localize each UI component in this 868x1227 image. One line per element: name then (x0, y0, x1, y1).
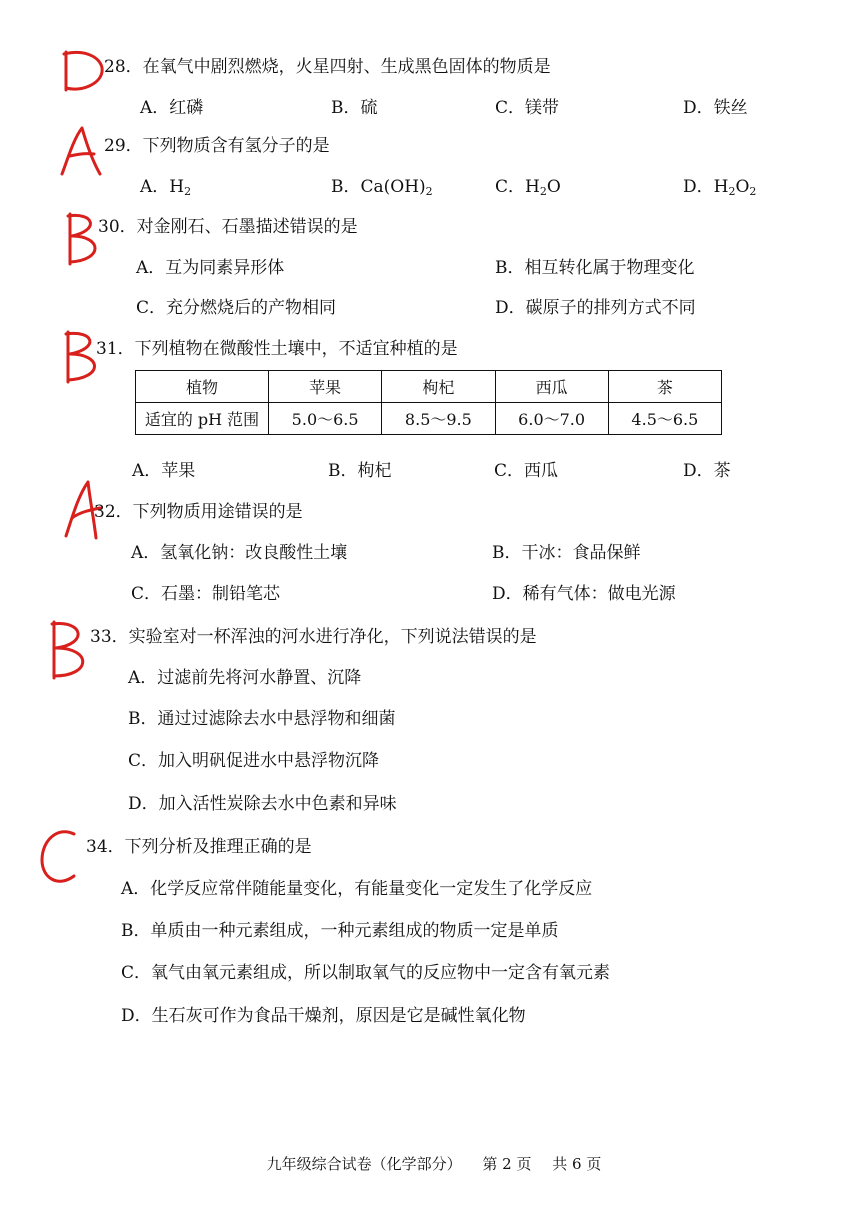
question-32-option-b: B．干冰：食品保鲜 (492, 543, 641, 563)
question-29-stem (104, 135, 330, 157)
question-text: 下列植物在微酸性土壤中，不适宜种植的是 (134, 339, 458, 359)
ph-range-table (135, 370, 722, 435)
table-header-cell: 茶 (608, 371, 721, 403)
question-29-option-d: D．$H_2O_2$ (683, 177, 757, 198)
table-header-cell: 枸杞 (382, 371, 495, 403)
question-34-option-d: D．生石灰可作为食品干燥剂，原因是它是碱性氧化物 (121, 1006, 526, 1026)
question-number: 30． (98, 217, 137, 237)
question-31-option-a: A．苹果 (132, 461, 196, 481)
question-31-option-b: B．枸杞 (328, 461, 392, 481)
question-text: 下列分析及推理正确的是 (124, 837, 312, 857)
question-30-option-c: C．充分燃烧后的产物相同 (136, 298, 337, 318)
table-row (136, 403, 722, 435)
question-33-option-b: B．通过过滤除去水中悬浮物和细菌 (128, 709, 396, 729)
question-28-option-c: C．镁带 (495, 98, 560, 118)
handwritten-answer-a-q29 (56, 124, 108, 178)
question-29-option-c: C．$H_2O$ (495, 177, 561, 198)
question-29-option-b: B．$Ca(OH)_2$ (331, 177, 433, 198)
question-34-option-c: C．氧气由氧元素组成，所以制取氧气的反应物中一定含有氧元素 (121, 963, 611, 983)
table-header-row (136, 371, 722, 403)
table-cell: 4.5～6.5 (608, 403, 721, 435)
question-33-option-a: A．过滤前先将河水静置、沉降 (128, 668, 362, 688)
question-31-stem (96, 338, 458, 360)
question-33-option-d: D．加入活性炭除去水中色素和异味 (128, 794, 397, 814)
question-28-option-b: B．硫 (331, 98, 378, 118)
question-28-option-a: A．红磷 (140, 98, 204, 118)
question-30-option-b: B．相互转化属于物理变化 (495, 258, 695, 278)
question-31-option-d: D．茶 (683, 461, 731, 481)
table-header-cell: 苹果 (269, 371, 382, 403)
question-number: 31． (96, 339, 135, 359)
question-33-stem (90, 626, 537, 648)
question-28-option-d: D．铁丝 (683, 98, 748, 118)
question-32-option-a: A．氢氧化钠：改良酸性土壤 (131, 543, 348, 563)
question-32-option-d: D．稀有气体：做电光源 (492, 584, 676, 604)
question-30-option-d: D．碳原子的排列方式不同 (495, 298, 696, 318)
question-number: 33． (90, 627, 129, 647)
question-34-option-a: A．化学反应常伴随能量变化，有能量变化一定发生了化学反应 (121, 879, 593, 899)
footer-page-number: 第 2 页 (482, 1155, 532, 1173)
handwritten-answer-d-q28 (58, 46, 108, 96)
question-number: 28． (104, 57, 143, 77)
question-text: 下列物质含有氢分子的是 (142, 136, 330, 156)
page-footer (0, 1154, 868, 1174)
handwritten-answer-b-q33 (46, 618, 96, 682)
question-number: 32． (94, 502, 133, 522)
question-32-option-c: C．石墨：制铅笔芯 (131, 584, 281, 604)
table-header-cell: 植物 (136, 371, 269, 403)
question-31-option-c: C．西瓜 (494, 461, 559, 481)
table-header-cell: 西瓜 (495, 371, 608, 403)
table-cell: 5.0～6.5 (269, 403, 382, 435)
question-34-stem (86, 836, 312, 858)
question-30-stem (98, 216, 358, 238)
question-text: 下列物质用途错误的是 (132, 502, 303, 522)
question-text: 在氧气中剧烈燃烧，火星四射、生成黑色固体的物质是 (142, 57, 551, 77)
question-text: 实验室对一杯浑浊的河水进行净化，下列说法错误的是 (128, 627, 537, 647)
question-32-stem (94, 501, 303, 523)
question-number: 34． (86, 837, 125, 857)
table-cell: 8.5～9.5 (382, 403, 495, 435)
question-33-option-c: C．加入明矾促进水中悬浮物沉降 (128, 751, 380, 771)
question-text: 对金刚石、石墨描述错误的是 (136, 217, 358, 237)
handwritten-answer-c-q34 (34, 826, 82, 890)
question-28-stem (104, 56, 551, 78)
question-34-option-b: B．单质由一种元素组成，一种元素组成的物质一定是单质 (121, 921, 559, 941)
table-cell: 6.0～7.0 (495, 403, 608, 435)
table-cell: 适宜的 pH 范围 (136, 403, 269, 435)
question-number: 29． (104, 136, 143, 156)
question-30-option-a: A．互为同素异形体 (136, 258, 285, 278)
footer-total-pages: 共 6 页 (552, 1155, 602, 1173)
question-29-option-a: A．$H_2$ (140, 177, 192, 198)
footer-title: 九年级综合试卷（化学部分） (266, 1155, 462, 1173)
